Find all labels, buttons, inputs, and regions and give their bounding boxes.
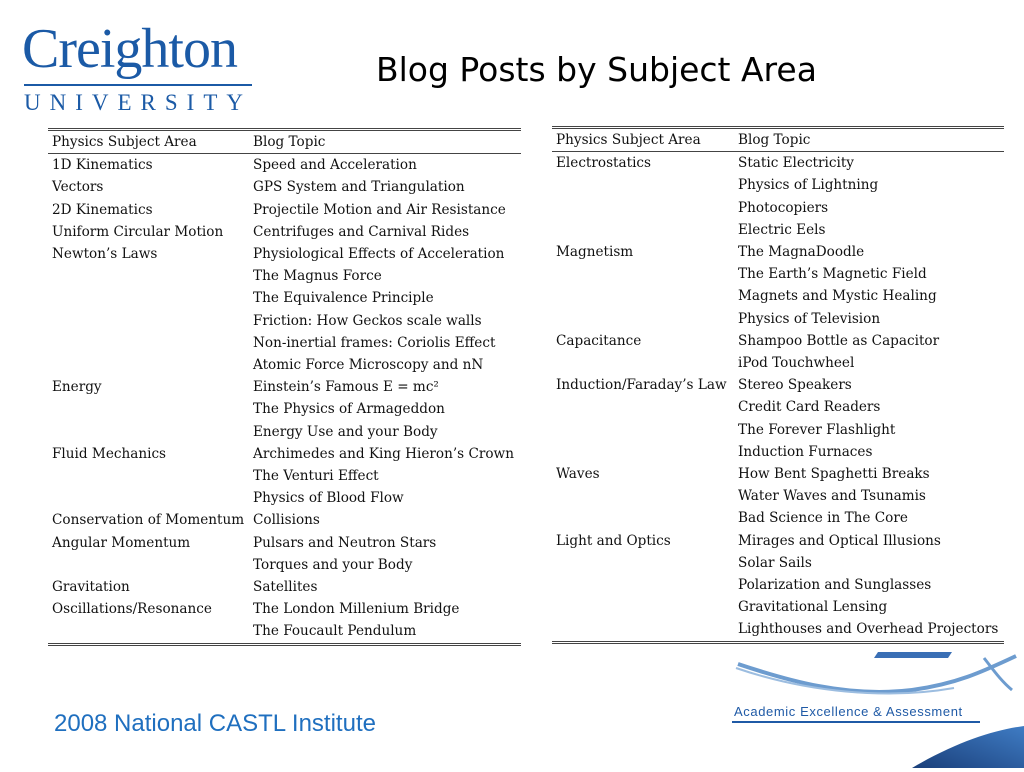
- table-row: [48, 376, 521, 398]
- subject-cell: 1D Kinematics: [52, 157, 153, 174]
- table-row: [552, 574, 1004, 596]
- creighton-logo: [22, 18, 262, 115]
- topic-cell: Satellites: [253, 579, 318, 596]
- table-row: [552, 263, 1004, 285]
- table-row: [48, 509, 521, 531]
- topic-cell: Gravitational Lensing: [738, 599, 888, 616]
- topic-cell: Static Electricity: [738, 155, 854, 172]
- subject-cell: [48, 287, 249, 309]
- topic-cell: Non-inertial frames: Coriolis Effect: [253, 334, 496, 351]
- table-row: [48, 287, 521, 309]
- table-header-row: [48, 130, 521, 154]
- subject-cell: Uniform Circular Motion: [52, 223, 224, 240]
- column-header-subject: Physics Subject Area: [552, 128, 734, 152]
- table-row: [48, 465, 521, 487]
- table-row: [48, 154, 521, 177]
- table-row: [552, 396, 1004, 418]
- subject-cell: [552, 485, 734, 507]
- subject-cell: [48, 421, 249, 443]
- aea-underline: [732, 721, 980, 723]
- topic-cell: Physics of Blood Flow: [253, 490, 404, 507]
- topic-cell: Solar Sails: [738, 554, 812, 571]
- table-row: [552, 152, 1004, 175]
- subject-cell: Oscillations/Resonance: [52, 601, 212, 618]
- table-row: [552, 352, 1004, 374]
- subject-cell: Magnetism: [556, 244, 634, 261]
- aea-mark-glyph: [874, 652, 952, 658]
- aea-tagline: Academic Excellence & Assessment: [734, 704, 963, 719]
- subject-cell: [552, 285, 734, 307]
- table-row: [552, 618, 1004, 642]
- table-row: [48, 554, 521, 576]
- subject-cell: Waves: [556, 466, 600, 483]
- topic-cell: Induction Furnaces: [738, 443, 873, 460]
- table-row: [48, 576, 521, 598]
- table-row: [552, 241, 1004, 263]
- topic-cell: Pulsars and Neutron Stars: [253, 534, 437, 551]
- table-row: [48, 598, 521, 620]
- topic-cell: The London Millenium Bridge: [253, 601, 460, 618]
- topic-cell: Physiological Effects of Acceleration: [253, 246, 505, 263]
- subject-cell: [552, 596, 734, 618]
- subject-cell: Energy: [52, 379, 102, 396]
- subject-cell: [48, 310, 249, 332]
- topic-cell: iPod Touchwheel: [738, 355, 855, 372]
- table-row: [552, 330, 1004, 352]
- table-row: [48, 199, 521, 221]
- subject-cell: Induction/Faraday’s Law: [556, 377, 727, 394]
- topic-cell: How Bent Spaghetti Breaks: [738, 466, 930, 483]
- table-row: [552, 441, 1004, 463]
- topic-cell: Speed and Acceleration: [253, 157, 417, 174]
- table-row: [48, 176, 521, 198]
- subject-cell: Light and Optics: [556, 532, 671, 549]
- logo-divider: [24, 84, 252, 86]
- topic-cell: Shampoo Bottle as Capacitor: [738, 332, 940, 349]
- subject-cell: [48, 465, 249, 487]
- table-row: [552, 485, 1004, 507]
- footer-caption: 2008 National CASTL Institute: [54, 710, 376, 737]
- topic-cell: The Earth’s Magnetic Field: [738, 266, 927, 283]
- topic-cell: Collisions: [253, 512, 320, 529]
- table-row: [552, 552, 1004, 574]
- topic-cell: The Foucault Pendulum: [249, 620, 521, 644]
- subject-cell: [552, 419, 734, 441]
- subject-cell: Vectors: [52, 179, 104, 196]
- topic-cell: Physics of Television: [738, 310, 881, 327]
- table-row: [48, 265, 521, 287]
- table-row: [48, 243, 521, 265]
- table-row: [552, 174, 1004, 196]
- subject-cell: [552, 396, 734, 418]
- subject-cell: [48, 332, 249, 354]
- subject-cell: [48, 265, 249, 287]
- subject-cell: [48, 487, 249, 509]
- topic-cell: Friction: How Geckos scale walls: [253, 312, 482, 329]
- subject-cell: [552, 552, 734, 574]
- table-header-row: [552, 128, 1004, 152]
- topic-cell: Atomic Force Microscopy and nN: [253, 357, 484, 374]
- table-row: [552, 219, 1004, 241]
- corner-gradient-shape: [912, 726, 1024, 768]
- table-row: [552, 285, 1004, 307]
- subject-cell: [552, 174, 734, 196]
- subject-cell: [552, 352, 734, 374]
- topic-cell: Polarization and Sunglasses: [738, 577, 932, 594]
- table-row: [48, 421, 521, 443]
- topic-cell: Photocopiers: [738, 199, 829, 216]
- subject-cell: [552, 618, 734, 642]
- table-body: [552, 152, 1004, 642]
- topic-cell: GPS System and Triangulation: [253, 179, 465, 196]
- topic-cell: The MagnaDoodle: [738, 244, 865, 261]
- subject-cell: [552, 197, 734, 219]
- topic-cell: Projectile Motion and Air Resistance: [253, 201, 506, 218]
- topic-cell: Torques and your Body: [253, 556, 413, 573]
- subject-cell: [552, 263, 734, 285]
- topic-cell: Stereo Speakers: [738, 377, 852, 394]
- subject-cell: [552, 308, 734, 330]
- subject-cell: Fluid Mechanics: [52, 445, 167, 462]
- table-row: [552, 596, 1004, 618]
- table-row: [552, 308, 1004, 330]
- subject-cell: Conservation of Momentum: [52, 512, 245, 529]
- subject-table-right: [552, 126, 1004, 644]
- subject-cell: [552, 574, 734, 596]
- topic-cell: The Magnus Force: [253, 268, 382, 285]
- table-row: [552, 530, 1004, 552]
- subject-cell: [552, 441, 734, 463]
- topic-cell: Physics of Lightning: [738, 177, 879, 194]
- table-row: [48, 354, 521, 376]
- topic-cell: Einstein’s Famous E = mc²: [253, 379, 439, 396]
- subject-cell: [48, 354, 249, 376]
- topic-cell: Electric Eels: [738, 221, 826, 238]
- table-row: [552, 419, 1004, 441]
- topic-cell: Energy Use and your Body: [253, 423, 438, 440]
- topic-cell: The Equivalence Principle: [253, 290, 434, 307]
- subject-cell: Newton’s Laws: [52, 246, 158, 263]
- logo-wordmark: Creighton: [22, 18, 237, 80]
- subject-cell: [48, 398, 249, 420]
- topic-cell: Mirages and Optical Illusions: [738, 532, 941, 549]
- column-header-topic: Blog Topic: [734, 128, 1004, 152]
- topic-cell: Archimedes and King Hieron’s Crown: [253, 445, 514, 462]
- table-body: [48, 154, 521, 644]
- topic-cell: Lighthouses and Overhead Projectors: [734, 618, 1004, 642]
- table-row: [48, 620, 521, 644]
- table-row: [552, 507, 1004, 529]
- subject-cell: [48, 620, 249, 644]
- topic-cell: The Forever Flashlight: [738, 421, 896, 438]
- subject-cell: Electrostatics: [556, 155, 652, 172]
- table-row: [48, 443, 521, 465]
- subject-cell: [552, 219, 734, 241]
- subject-cell: Capacitance: [556, 332, 642, 349]
- subject-cell: [552, 507, 734, 529]
- subject-cell: 2D Kinematics: [52, 201, 153, 218]
- column-header-topic: Blog Topic: [249, 130, 521, 154]
- table-row: [48, 532, 521, 554]
- table-row: [552, 463, 1004, 485]
- topic-cell: Magnets and Mystic Healing: [738, 288, 937, 305]
- table-row: [552, 197, 1004, 219]
- topic-cell: Credit Card Readers: [738, 399, 881, 416]
- table-row: [48, 221, 521, 243]
- topic-cell: Bad Science in The Core: [738, 510, 908, 527]
- topic-cell: The Physics of Armageddon: [253, 401, 445, 418]
- subject-table-left: [48, 128, 521, 646]
- slide-title: Blog Posts by Subject Area: [376, 50, 817, 89]
- topic-cell: Centrifuges and Carnival Rides: [253, 223, 470, 240]
- aea-logo: [726, 650, 1024, 768]
- subject-cell: [48, 554, 249, 576]
- subject-cell: Angular Momentum: [52, 534, 191, 551]
- table-row: [48, 487, 521, 509]
- table-row: [552, 374, 1004, 396]
- logo-subtitle: UNIVERSITY: [24, 90, 252, 115]
- table-row: [48, 332, 521, 354]
- table-row: [48, 310, 521, 332]
- subject-cell: Gravitation: [52, 579, 130, 596]
- table-row: [48, 398, 521, 420]
- column-header-subject: Physics Subject Area: [48, 130, 249, 154]
- swoosh-upper-arc: [738, 656, 1016, 692]
- topic-cell: The Venturi Effect: [253, 468, 379, 485]
- topic-cell: Water Waves and Tsunamis: [738, 488, 926, 505]
